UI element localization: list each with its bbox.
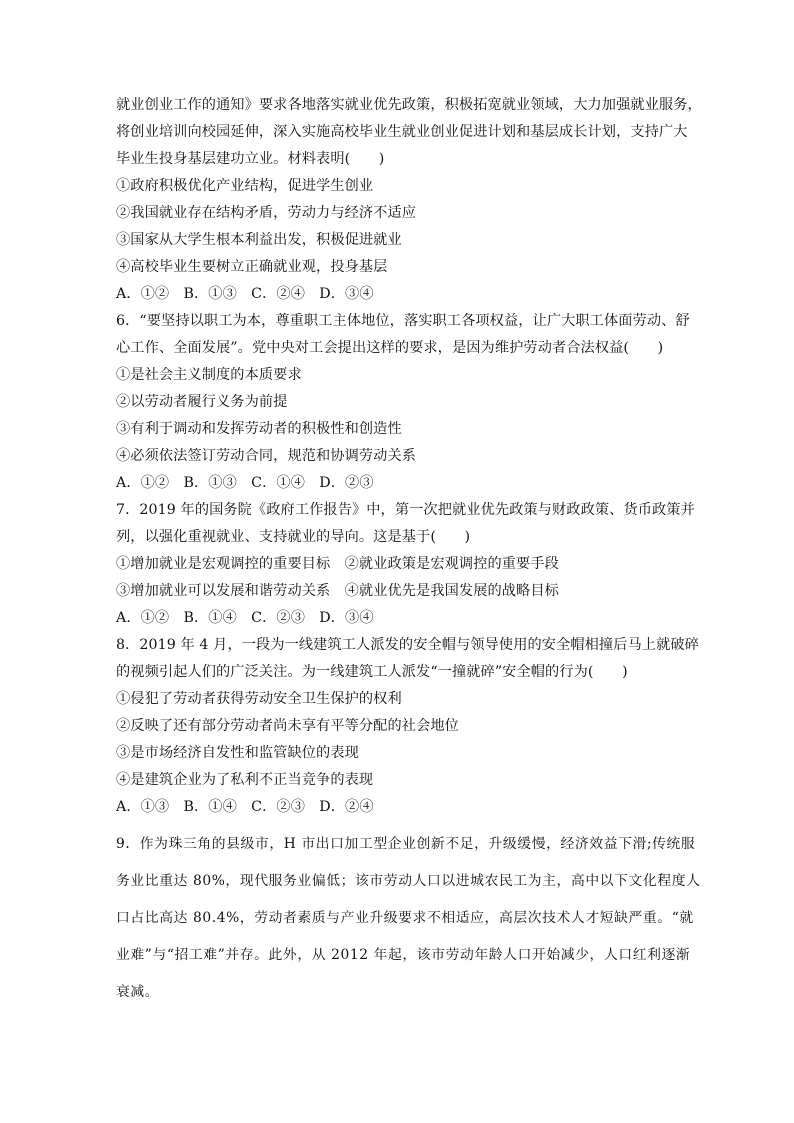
question-7-stem: 7．2019 年的国务院《政府工作报告》中，第一次把就业优先政策与财政政策、货币政策并 — [116, 502, 695, 518]
option-line: ③是市场经济自发性和监管缺位的表现 — [116, 745, 359, 761]
option-line: ③有利于调动和发挥劳动者的积极性和创造性 — [116, 421, 402, 437]
option-line: ④必须依法签订劳动合同，规范和协调劳动关系 — [116, 448, 417, 464]
option-line: ①增加就业是宏观调控的重要目标 ②就业政策是宏观调控的重要手段 — [116, 556, 559, 572]
text-line: 毕业生投身基层建功立业。材料表明( ) — [116, 151, 385, 167]
answer-choices: A．①③ B．①④ C．②③ D．②④ — [116, 799, 374, 815]
answer-choices: A．①② B．①④ C．②③ D．③④ — [116, 610, 374, 626]
option-line: ③增加就业可以发展和谐劳动关系 ④就业优先是我国发展的战略目标 — [116, 583, 559, 599]
question-7-stem: 列，以强化重视就业、支持就业的导向。这是基于( ) — [116, 529, 471, 545]
question-6-stem: 心工作、全面发展”。党中央对工会提出这样的要求，是因为维护劳动者合法权益( ) — [116, 340, 664, 356]
text-line: 就业创业工作的通知》要求各地落实就业优先政策，积极拓宽就业领域，大力加强就业服务， — [116, 97, 702, 113]
question-9-text: 口占比高达 80.4%，劳动者素质与产业升级要求不相适应，高层次技术人才短缺严重。“就 — [116, 910, 694, 926]
option-line: ③国家从大学生根本利益出发，积极促进就业 — [116, 232, 402, 248]
question-9-text: 业难”与“招工难”并存。此外，从 2012 年起，该市劳动年龄人口开始减少，人口红利逐渐 — [116, 947, 691, 963]
question-9-text: 9．作为珠三角的县级市，H 市出口加工型企业创新不足，升级缓慢，经济效益下滑;传统服 — [116, 836, 696, 852]
option-line: ①侵犯了劳动者获得劳动安全卫生保护的权利 — [116, 691, 402, 707]
question-8-stem: 的视频引起人们的广泛关注。为一线建筑工人派发“一撞就碎”安全帽的行为( ) — [116, 664, 628, 680]
answer-choices: A．①② B．①③ C．②④ D．③④ — [116, 286, 374, 302]
text-line: 将创业培训向校园延伸，深入实施高校毕业生就业创业促进计划和基层成长计划，支持广大 — [116, 124, 688, 140]
option-line: ④是建筑企业为了私利不正当竞争的表现 — [116, 772, 374, 788]
question-8-stem: 8．2019 年 4 月，一段为一线建筑工人派发的安全帽与领导使用的安全帽相撞后马上就破碎 — [116, 637, 699, 653]
option-line: ②反映了还有部分劳动者尚未享有平等分配的社会地位 — [116, 718, 459, 734]
question-6-stem: 6．“要坚持以职工为本，尊重职工主体地位，落实职工各项权益，让广大职工体面劳动、舒 — [116, 313, 690, 329]
question-9-text: 衰减。 — [116, 984, 160, 1000]
answer-choices: A．①② B．①③ C．①④ D．②③ — [116, 475, 374, 491]
option-line: ②我国就业存在结构矛盾，劳动力与经济不适应 — [116, 205, 417, 221]
option-line: ①政府积极优化产业结构，促进学生创业 — [116, 178, 374, 194]
option-line: ④高校毕业生要树立正确就业观，投身基层 — [116, 259, 388, 275]
option-line: ②以劳动者履行义务为前提 — [116, 394, 288, 410]
option-line: ①是社会主义制度的本质要求 — [116, 367, 302, 383]
question-9-text: 务业比重达 80%，现代服务业偏低；该市劳动人口以进城农民工为主，高中以下文化程度人 — [116, 873, 701, 889]
